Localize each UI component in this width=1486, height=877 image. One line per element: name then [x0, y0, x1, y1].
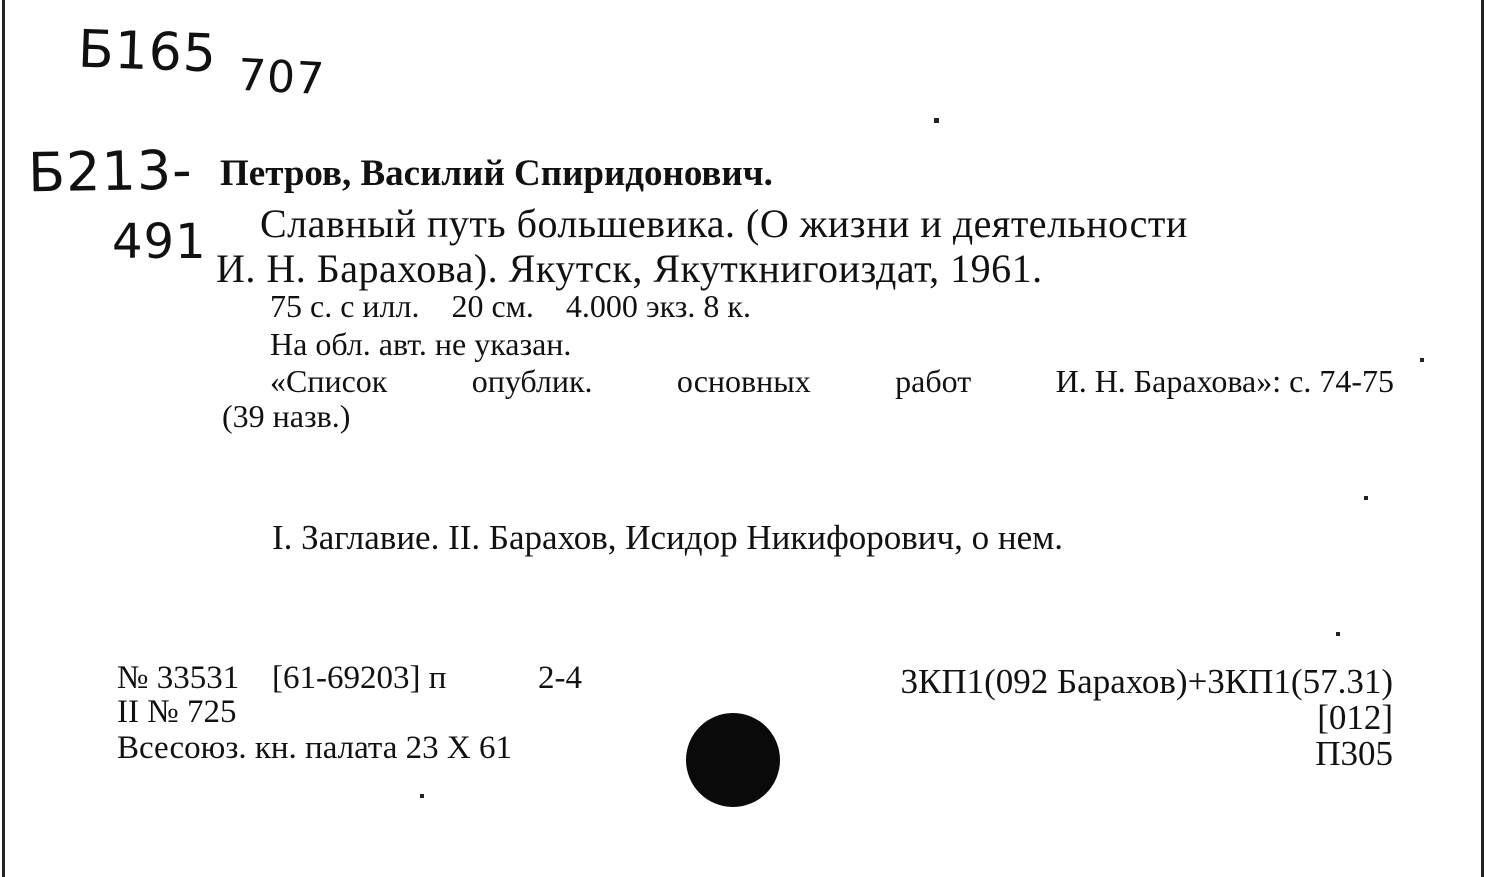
title-line-1: Славный путь большевика. (О жизни и деятельности	[260, 201, 1188, 246]
note-bibliography	[270, 363, 1394, 400]
note-author: На обл. авт. не указан.	[270, 326, 572, 362]
handwritten-shelf-mark-2-sub: 491	[112, 214, 207, 270]
handwritten-shelf-mark-2: Б213-	[27, 138, 194, 205]
classification-index: 3КП1(092 Барахов)+3КП1(57.31)	[900, 662, 1393, 701]
handwritten-shelf-mark-1-sub: 707	[236, 49, 327, 106]
note-bibliography-continued: (39 назв.)	[222, 398, 351, 434]
author-heading: Петров, Василий Спиридонович.	[220, 153, 773, 194]
note-word: основных	[676, 363, 811, 399]
note-word: «Список	[270, 363, 388, 399]
scan-speck	[420, 794, 424, 798]
scan-speck	[1364, 496, 1368, 500]
note-word: И. Н. Барахова»: с. 74-75	[1055, 363, 1394, 399]
card-line-2: II № 725	[117, 694, 237, 730]
physical-description: 75 с. с илл. 20 см. 4.000 экз. 8 к.	[270, 288, 751, 324]
title-line-2: И. Н. Барахова). Якутск, Якуткнигоиздат, 1961.	[216, 246, 1043, 291]
scan-speck	[1420, 358, 1424, 362]
note-word: работ	[895, 363, 972, 399]
chamber-imprint: Всесоюз. кн. палата 23 X 61	[117, 730, 512, 766]
classification-cutter: П305	[1315, 734, 1393, 773]
card-left-edge	[2, 0, 5, 877]
classification-sub: [012]	[1317, 698, 1393, 737]
card-range: 2-4	[538, 660, 582, 696]
card-number: № 33531	[117, 660, 240, 696]
note-word: опублик.	[471, 363, 593, 399]
scan-speck	[1336, 632, 1340, 636]
scan-speck	[934, 118, 939, 123]
card-code: [61-69203] п	[272, 660, 447, 696]
punch-hole	[686, 713, 780, 807]
subject-headings: I. Заглавие. II. Барахов, Исидор Никифорович, о нем.	[272, 518, 1064, 557]
card-right-edge	[1481, 0, 1484, 877]
handwritten-shelf-mark-1: Б165	[76, 19, 218, 85]
